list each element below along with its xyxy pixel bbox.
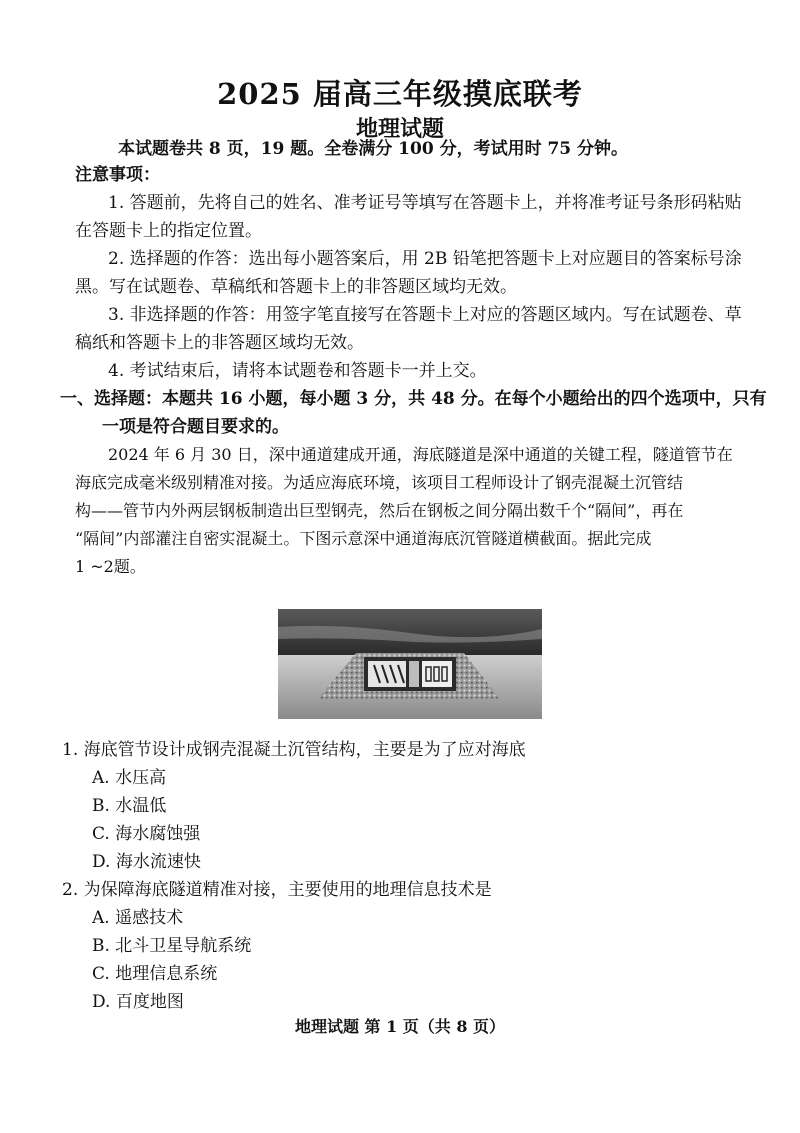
- question-2-option-a: A. 遥感技术: [92, 908, 184, 928]
- notice-item-3-line-2: 稿纸和答题卡上的非答题区域均无效。: [75, 333, 364, 353]
- page-footer: 地理试题 第 1 页（共 8 页）: [294, 1017, 506, 1036]
- section-1-heading-line-2: 一项是符合题目要求的。: [102, 417, 289, 437]
- exam-summary: 本试题卷共 8 页，19 题。全卷满分 100 分，考试用时 75 分钟。: [118, 139, 629, 159]
- exam-title: 2025 届高三年级摸底联考: [217, 77, 583, 111]
- question-1-stem: 1. 海底管节设计成钢壳混凝土沉管结构，主要是为了应对海底: [62, 740, 526, 760]
- notice-item-3-line-1: 3. 非选择题的作答：用签字笔直接写在答题卡上对应的答题区域内。写在试题卷、草: [108, 305, 742, 325]
- question-2-option-b: B. 北斗卫星导航系统: [92, 936, 252, 956]
- notice-item-2-line-1: 2. 选择题的作答：选出每小题答案后，用 2B 铅笔把答题卡上对应题目的答案标号涂: [108, 249, 742, 269]
- notice-item-1-line-1: 1. 答题前，先将自己的姓名、准考证号等填写在答题卡上，并将准考证号条形码粘贴: [108, 193, 742, 213]
- question-1-option-d: D. 海水流速快: [92, 852, 201, 872]
- passage-line-1: 2024 年 6 月 30 日，深中通道建成开通，海底隧道是深中通道的关键工程，隧道管节在: [108, 445, 733, 464]
- passage-line-4: “隔间”内部灌注自密实混凝土。下图示意深中通道海底沉管隧道横截面。据此完成: [75, 529, 652, 548]
- notice-item-4: 4. 考试结束后，请将本试题卷和答题卡一并上交。: [108, 361, 487, 381]
- question-2-stem: 2. 为保障海底隧道精准对接，主要使用的地理信息技术是: [62, 880, 492, 900]
- notice-item-1-line-2: 在答题卡上的指定位置。: [75, 221, 262, 241]
- question-2-option-c: C. 地理信息系统: [92, 964, 218, 984]
- tunnel-cross-section-figure: [278, 609, 542, 719]
- passage-line-5: 1 ~2题。: [75, 557, 146, 576]
- notice-heading: 注意事项：: [75, 165, 160, 185]
- passage-line-2: 海底完成毫米级别精准对接。为适应海底环境，该项目工程师设计了钢壳混凝土沉管结: [75, 473, 684, 492]
- notice-item-2-line-2: 黑。写在试题卷、草稿纸和答题卡上的非答题区域均无效。: [75, 277, 517, 297]
- section-1-heading-line-1: 一、选择题：本题共 16 小题，每小题 3 分，共 48 分。在每个小题给出的四个选项中，只有: [60, 389, 767, 409]
- question-1-option-a: A. 水压高: [92, 768, 167, 788]
- question-2-option-d: D. 百度地图: [92, 992, 184, 1012]
- passage-line-3: 构——管节内外两层钢板制造出巨型钢壳，然后在钢板之间分隔出数千个“隔间”，再在: [75, 501, 684, 520]
- question-1-option-c: C. 海水腐蚀强: [92, 824, 201, 844]
- subject-title: 地理试题: [355, 116, 444, 142]
- question-1-option-b: B. 水温低: [92, 796, 167, 816]
